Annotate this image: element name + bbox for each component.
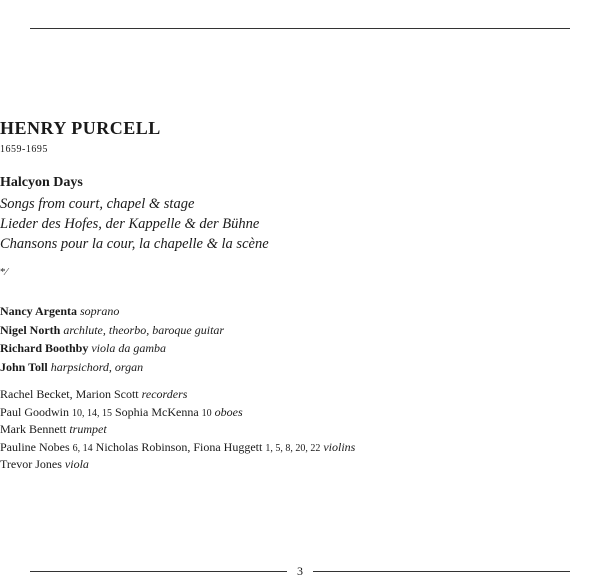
subtitle-german: Lieder des Hofes, der Kappelle & der Bühne	[0, 216, 260, 232]
ensemble-role: oboes	[214, 405, 243, 419]
track-numbers: 6, 14	[72, 443, 93, 454]
ensemble-names: Nicholas Robinson, Fiona Huggett	[95, 440, 263, 454]
ensemble-role: violins	[323, 440, 356, 454]
soloist-name: Nigel North	[0, 323, 61, 337]
ensemble-names: Sophia McKenna	[115, 405, 199, 419]
soloist-name: Nancy Argenta	[0, 304, 77, 318]
page-footer	[30, 565, 570, 577]
page-number: 3	[297, 564, 303, 578]
ensemble-line-viola	[0, 457, 600, 472]
soloist-role: soprano	[80, 304, 120, 318]
ornament-divider: *⁄	[0, 266, 8, 278]
subtitle-english: Songs from court, chapel & stage	[0, 196, 195, 212]
footer-rule-right	[313, 571, 570, 572]
soloist-role: archlute, theorbo, baroque guitar	[63, 323, 225, 337]
track-numbers: 1, 5, 8, 20, 22	[265, 443, 321, 454]
soloist-role: harpsichord, organ	[50, 360, 144, 374]
ensemble-line-recorders	[0, 387, 600, 402]
subtitle-french: Chansons pour la cour, la chapelle & la scène	[0, 236, 269, 252]
composer-name: HENRY PURCELL	[0, 118, 161, 138]
ensemble-role: viola	[64, 457, 89, 471]
footer-rule-left	[30, 571, 287, 572]
soloist-line	[0, 323, 600, 338]
soloist-role: viola da gamba	[91, 341, 167, 355]
ensemble-names: Trevor Jones	[0, 457, 62, 471]
album-title: Halcyon Days	[0, 175, 83, 190]
track-numbers: 10	[201, 408, 212, 419]
ensemble-line-oboes	[0, 405, 600, 420]
ensemble-line-trumpet	[0, 422, 600, 437]
soloist-name: Richard Boothby	[0, 341, 89, 355]
ensemble-names: Rachel Becket, Marion Scott	[0, 387, 139, 401]
ensemble-names: Paul Goodwin	[0, 405, 69, 419]
ensemble-names: Mark Bennett	[0, 422, 67, 436]
ensemble-line-violins	[0, 440, 600, 455]
soloist-line	[0, 360, 600, 375]
ensemble-names: Pauline Nobes	[0, 440, 70, 454]
soloist-line	[0, 341, 600, 356]
track-numbers: 10, 14, 15	[72, 408, 112, 419]
soloist-name: John Toll	[0, 360, 48, 374]
soloist-line	[0, 304, 600, 319]
composer-dates: 1659-1695	[0, 144, 48, 155]
ensemble-role: recorders	[141, 387, 188, 401]
top-rule	[30, 28, 570, 29]
ensemble-role: trumpet	[69, 422, 107, 436]
